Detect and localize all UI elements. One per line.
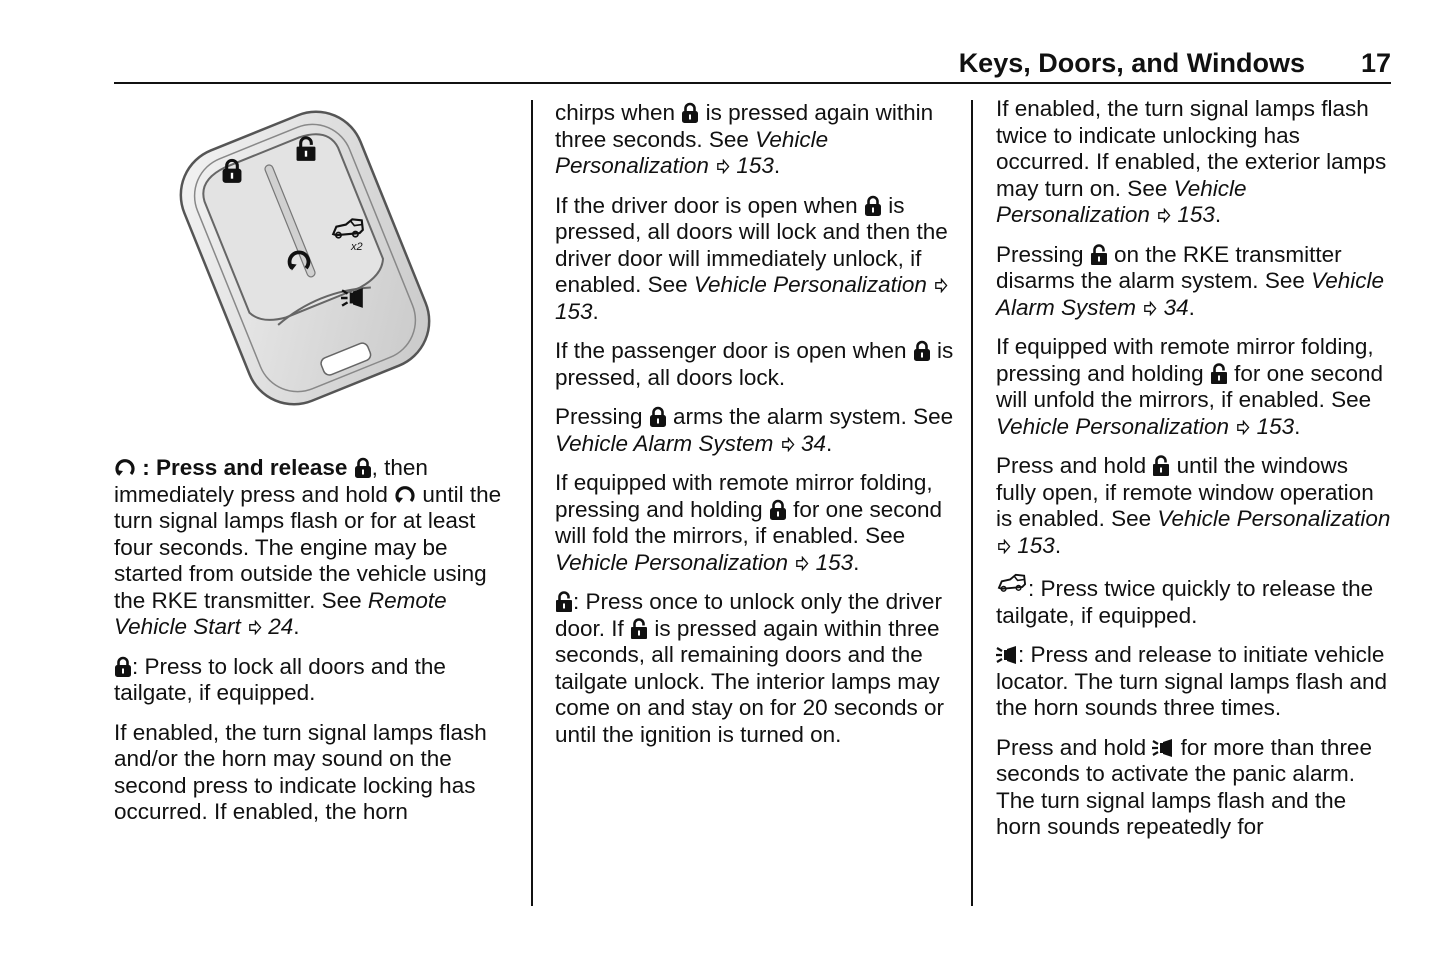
text: chirps when bbox=[555, 100, 682, 125]
sentence-end: . bbox=[853, 549, 860, 575]
unlock-icon bbox=[555, 591, 573, 613]
lock-icon bbox=[681, 102, 699, 124]
lock-icon bbox=[114, 656, 132, 678]
ref-page[interactable]: 153 bbox=[555, 298, 593, 324]
lock-text: : Press to lock all doors and the tailgate, if equipped. bbox=[114, 653, 446, 705]
ref-page[interactable]: 34 bbox=[800, 430, 826, 456]
unlock-icon bbox=[1090, 244, 1108, 266]
sentence-end: . bbox=[592, 298, 599, 324]
ref-page[interactable]: 153 bbox=[1017, 532, 1055, 558]
text: : Press and release to initiate vehicle locator. The turn signal lamps flash and the horn sounds three times. bbox=[996, 642, 1388, 720]
text: is pressed again within three seconds. See bbox=[555, 100, 934, 152]
lock-icon bbox=[354, 457, 372, 479]
remote-start-icon bbox=[394, 484, 416, 506]
unlock-icon bbox=[1210, 363, 1228, 385]
page-ref-arrow-icon bbox=[1156, 208, 1171, 223]
col2-paragraph-5 bbox=[555, 470, 955, 576]
text: arms the alarm system. See bbox=[666, 404, 954, 429]
ref-page[interactable]: 153 bbox=[1177, 202, 1215, 227]
col3-paragraph-4 bbox=[996, 453, 1391, 559]
lock-paragraph bbox=[114, 654, 514, 707]
ref-vehicle-personalization[interactable]: Vehicle Personalization bbox=[1157, 506, 1391, 531]
text: If the driver door is open when bbox=[555, 192, 864, 218]
text: on the RKE transmitter disarms the alarm system. See bbox=[996, 241, 1342, 293]
ref-vehicle-personalization[interactable]: Vehicle Personalization bbox=[555, 549, 789, 575]
col2-paragraph-2 bbox=[555, 193, 955, 326]
remote-start-paragraph bbox=[114, 455, 514, 641]
text: If equipped with remote mirror folding, pressing and holding bbox=[996, 334, 1374, 386]
page-ref-arrow-icon bbox=[715, 159, 730, 174]
page-number: 17 bbox=[1360, 48, 1391, 78]
tailgate-icon bbox=[996, 572, 1028, 600]
page-ref-arrow-icon bbox=[794, 556, 809, 571]
ref-page[interactable]: 153 bbox=[815, 549, 854, 575]
key-fob-illustration bbox=[155, 98, 455, 418]
col2-paragraph-1 bbox=[555, 100, 955, 180]
ref-vehicle-alarm-system[interactable]: Vehicle Alarm System bbox=[996, 268, 1385, 320]
sentence-end: . bbox=[773, 153, 781, 178]
text: is pressed again within three seconds, all remaining doors and the tailgate unlock. The interior lamps may come on and stay on for 20 seconds or until the ignition is turned on. bbox=[555, 615, 944, 747]
sentence-end: . bbox=[1294, 413, 1301, 439]
page-ref-arrow-icon bbox=[996, 539, 1011, 554]
text: : Press twice quickly to release the tailgate, if equipped. bbox=[996, 576, 1374, 628]
sentence-end: . bbox=[1054, 532, 1062, 558]
ref-page[interactable]: 24 bbox=[268, 614, 294, 639]
col2-paragraph-3 bbox=[555, 338, 955, 391]
text: If equipped with remote mirror folding, pressing and holding bbox=[555, 470, 933, 522]
ref-remote-vehicle-start[interactable]: Remote Vehicle Start bbox=[114, 587, 447, 639]
page-header bbox=[114, 40, 1391, 84]
page-ref-arrow-icon bbox=[1235, 420, 1250, 435]
page-ref-arrow-icon bbox=[247, 620, 262, 635]
column-1 bbox=[114, 455, 514, 839]
column-2 bbox=[555, 100, 955, 761]
locking-indication-paragraph: If enabled, the turn signal lamps flash and/or the horn may sound on the second press to indicate locking has occurred. If enabled, the horn bbox=[114, 719, 487, 824]
ref-vehicle-personalization[interactable]: Vehicle Personalization bbox=[996, 413, 1230, 439]
page-ref-arrow-icon bbox=[1142, 301, 1157, 316]
column-3 bbox=[996, 96, 1391, 854]
text: for more than three seconds to activate the panic alarm. The turn signal lamps flash and the horn sounds repeatedly for bbox=[996, 734, 1372, 839]
col3-paragraph-6 bbox=[996, 642, 1391, 722]
remote-start-icon bbox=[114, 457, 136, 479]
ref-page[interactable]: 153 bbox=[736, 153, 774, 178]
col2-paragraph-6 bbox=[555, 589, 955, 748]
sentence-end: . bbox=[825, 430, 833, 456]
ref-page[interactable]: 34 bbox=[1163, 294, 1189, 320]
col3-paragraph-3 bbox=[996, 334, 1391, 440]
col2-paragraph-4 bbox=[555, 404, 955, 457]
unlock-icon bbox=[1152, 455, 1170, 477]
sentence-end: . bbox=[293, 614, 300, 639]
remote-start-text-3: until the turn signal lamps flash or for at least four seconds. The engine may be started from outside the vehicle using the RKE transmitter. See bbox=[114, 481, 502, 613]
text: Press and hold bbox=[996, 734, 1153, 760]
col3-paragraph-2 bbox=[996, 242, 1391, 322]
col3-paragraph-1 bbox=[996, 96, 1391, 229]
ref-vehicle-alarm-system[interactable]: Vehicle Alarm System bbox=[555, 430, 774, 456]
text: for one second will unfold the mirrors, if enabled. See bbox=[996, 360, 1384, 412]
ref-vehicle-personalization[interactable]: Vehicle Personalization bbox=[555, 126, 829, 178]
text: If enabled, the turn signal lamps flash twice to indicate unlocking has occurred. If enabled, the exterior lamps may turn on. See bbox=[996, 96, 1387, 201]
column-divider-2 bbox=[971, 100, 973, 906]
fob-tailgate-badge: x2 bbox=[351, 241, 363, 253]
panic-alarm-icon bbox=[1152, 737, 1174, 759]
page-ref-arrow-icon bbox=[780, 437, 795, 452]
text: Pressing bbox=[996, 241, 1090, 267]
page-ref-arrow-icon bbox=[933, 278, 948, 293]
sentence-end: . bbox=[1214, 202, 1222, 227]
ref-vehicle-personalization[interactable]: Vehicle Personalization bbox=[693, 272, 927, 297]
lock-icon bbox=[913, 340, 931, 362]
text: Pressing bbox=[555, 404, 649, 429]
col3-paragraph-7 bbox=[996, 735, 1391, 841]
panic-alarm-icon bbox=[996, 644, 1018, 666]
remote-start-text-1: : Press and release bbox=[142, 455, 354, 480]
text: is pressed, all doors will lock and then the driver door will immediately unlock, if enabled. See bbox=[555, 192, 948, 297]
unlock-icon bbox=[630, 618, 648, 640]
lock-icon bbox=[769, 499, 787, 521]
text: Press and hold bbox=[996, 453, 1153, 478]
text: If the passenger door is open when bbox=[555, 338, 913, 363]
ref-page[interactable]: 153 bbox=[1256, 413, 1295, 439]
remote-start-text-2: , then immediately press and hold bbox=[114, 455, 428, 507]
lock-icon bbox=[864, 195, 882, 217]
col3-paragraph-5 bbox=[996, 572, 1391, 629]
text: is pressed, all doors lock. bbox=[555, 338, 954, 390]
lock-icon bbox=[649, 406, 667, 428]
text: for one second will fold the mirrors, if enabled. See bbox=[555, 496, 943, 548]
section-title: Keys, Doors, and Windows bbox=[958, 48, 1305, 78]
sentence-end: . bbox=[1188, 294, 1195, 320]
text: until the windows fully open, if remote window operation is enabled. See bbox=[996, 453, 1374, 531]
ref-vehicle-personalization[interactable]: Vehicle Personalization bbox=[996, 175, 1247, 227]
text: : Press once to unlock only the driver door. If bbox=[555, 589, 942, 641]
column-divider-1 bbox=[531, 100, 533, 906]
